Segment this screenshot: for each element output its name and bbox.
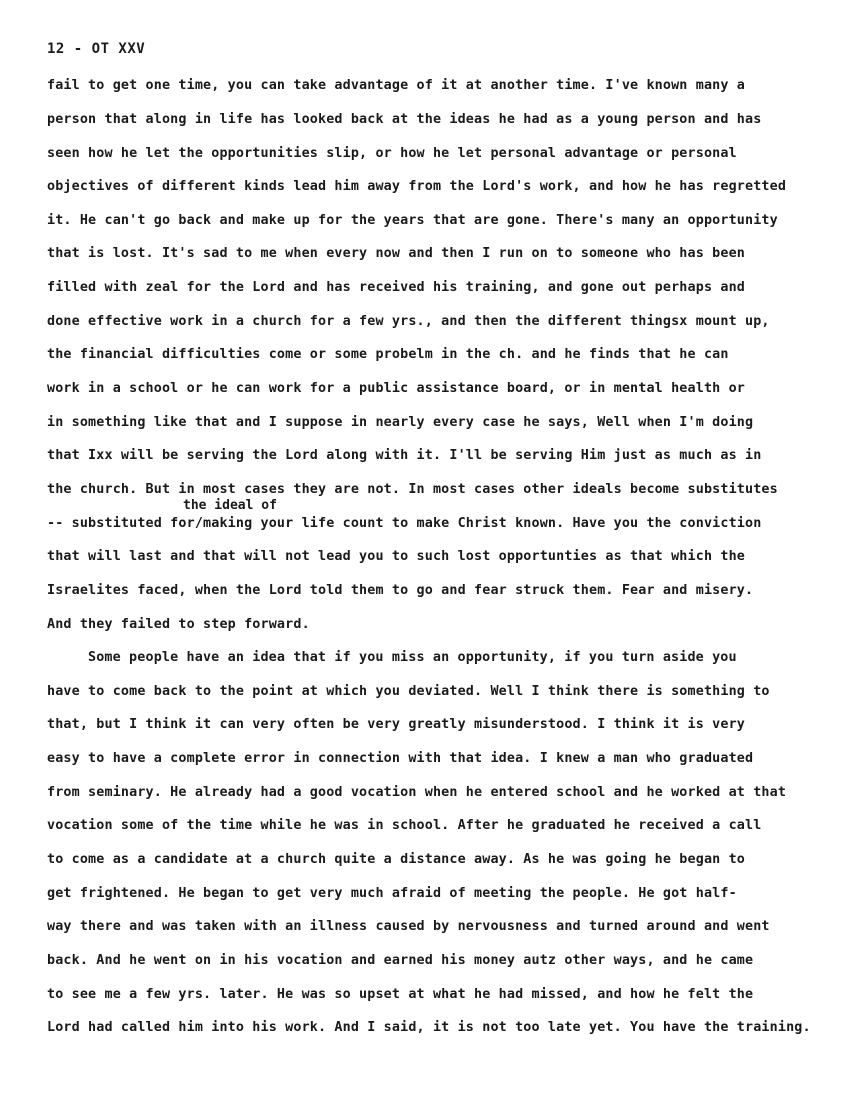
text-line: vocation some of the time while he was in school. After he graduated he received a call [47,818,762,833]
text-line: done effective work in a church for a few yrs., and then the different thingsx mount up, [47,314,770,329]
text-line: from seminary. He already had a good vocation when he entered school and he worked at that [47,785,787,800]
text-line: seen how he let the opportunities slip, or how he let personal advantage or personal [47,146,737,161]
text-line: in something like that and I suppose in nearly every case he says, Well when I'm doing [47,415,754,430]
text-line: get frightened. He began to get very much afraid of meeting the people. He got half- [47,886,737,901]
text-line: it. He can't go back and make up for the years that are gone. There's many an opportunity [47,213,778,228]
text-line: the church. But in most cases they are not. In most cases other ideals become substitutes [47,482,778,497]
text-line: that Ixx will be serving the Lord along with it. I'll be serving Him just as much as in [47,448,762,463]
text-line: fail to get one time, you can take advantage of it at another time. I've known many a [47,78,746,93]
text-line: -- substituted for/making your life count to make Christ known. Have you the conviction [47,516,762,531]
text-line: objectives of different kinds lead him away from the Lord's work, and how he has regretted [47,179,787,194]
text-line: easy to have a complete error in connection with that idea. I knew a man who graduated [47,751,754,766]
text-line: And they failed to step forward. [47,617,310,632]
text-line: have to come back to the point at which you deviated. Well I think there is something to [47,684,770,699]
text-line: way there and was taken with an illness caused by nervousness and turned around and went [47,919,770,934]
page-header: 12 - OT XXV [47,41,146,57]
text-line: person that along in life has looked back at the ideas he had as a young person and has [47,112,762,127]
text-line: that, but I think it can very often be very greatly misunderstood. I think it is very [47,717,746,732]
text-line: that will last and that will not lead you to such lost opportunties as that which the [47,549,746,564]
text-line: Israelites faced, when the Lord told them to go and fear struck them. Fear and misery. [47,583,754,598]
text-line: Lord had called him into his work. And I said, it is not too late yet. You have the training. [47,1020,811,1035]
text-line: the financial difficulties come or some probelm in the ch. and he finds that he can [47,347,729,362]
text-line: to see me a few yrs. later. He was so upset at what he had missed, and how he felt the [47,987,754,1002]
text-line: that is lost. It's sad to me when every now and then I run on to someone who has been [47,246,746,261]
text-line: filled with zeal for the Lord and has received his training, and gone out perhaps and [47,280,746,295]
text-line: to come as a candidate at a church quite a distance away. As he was going he began to [47,852,746,867]
paragraph-start-line: Some people have an idea that if you miss an opportunity, if you turn aside you [88,650,737,665]
text-line: back. And he went on in his vocation and earned his money autz other ways, and he came [47,953,754,968]
text-line: work in a school or he can work for a public assistance board, or in mental health or [47,381,746,396]
interlinear-insertion: the ideal of [183,498,277,513]
